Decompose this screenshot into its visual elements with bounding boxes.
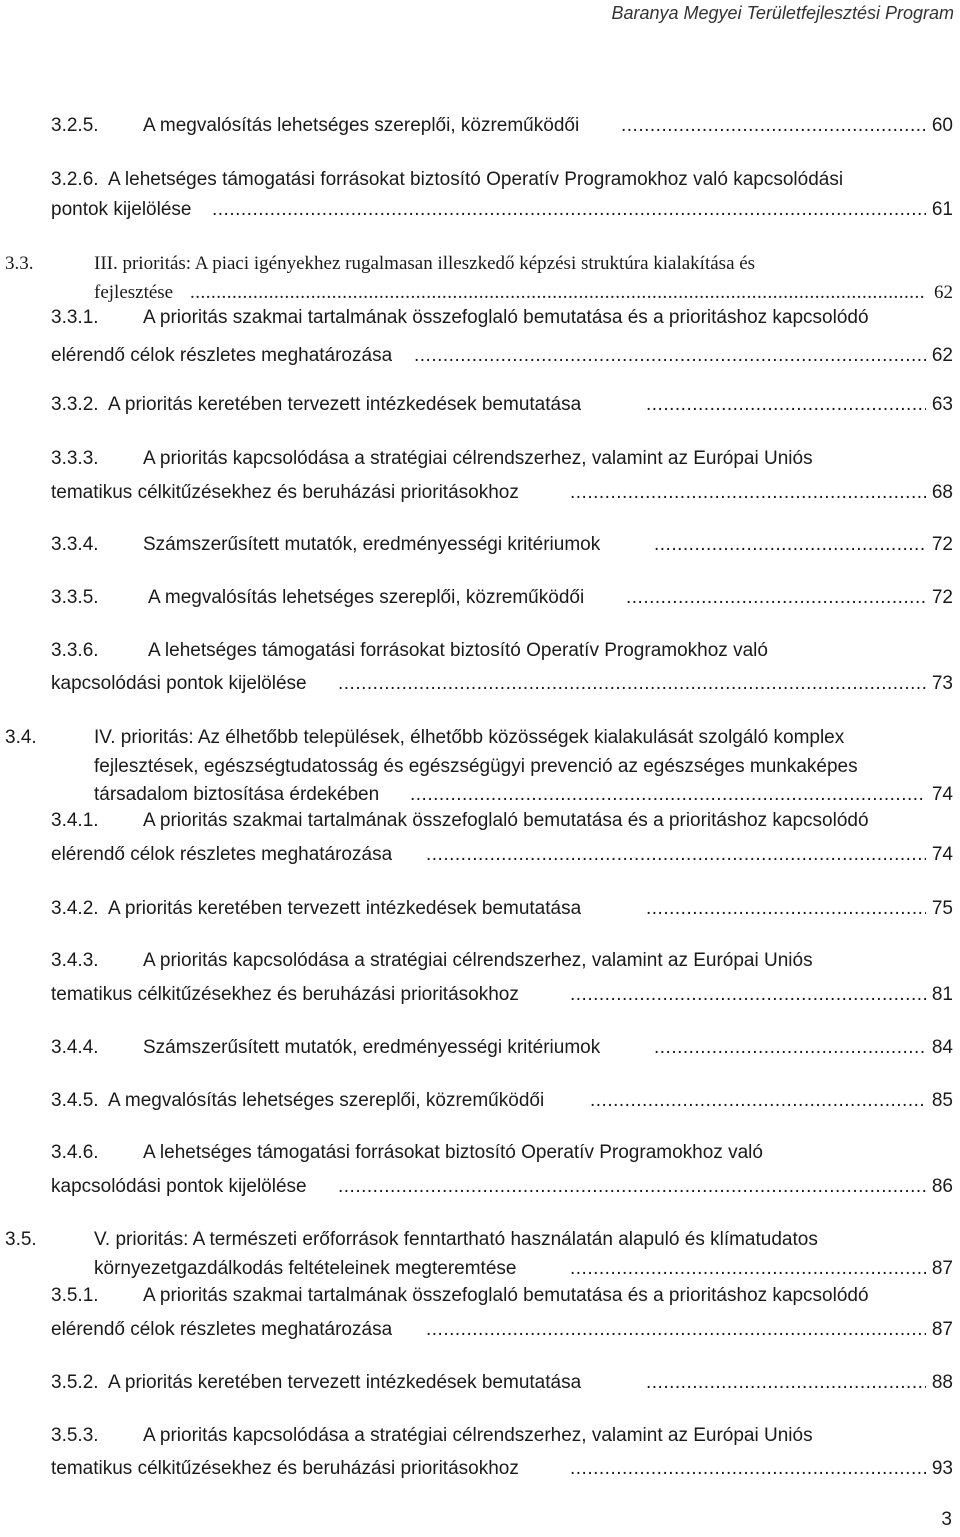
toc-entry-number: 3.4.5. bbox=[51, 1090, 99, 1111]
toc-leader-dots bbox=[426, 842, 926, 868]
toc-entry-number: 3.5.3. bbox=[51, 1425, 99, 1446]
toc-entry-page: 88 bbox=[931, 1372, 953, 1393]
toc-entry-page: 60 bbox=[931, 115, 953, 136]
toc-entry-number: 3.4.1. bbox=[51, 810, 99, 831]
toc-entry-page: 87 bbox=[931, 1319, 953, 1340]
toc-entry-number: 3.5.2. bbox=[51, 1372, 99, 1393]
toc-leader-dots bbox=[590, 1088, 926, 1114]
toc-entry-page: 85 bbox=[931, 1090, 953, 1111]
toc-entry[interactable] bbox=[0, 638, 960, 664]
toc-entry-title: V. prioritás: A természeti erőforrások fenntartható használatán alapuló és klímatudatos bbox=[94, 1229, 818, 1250]
toc-entry-title-cont: elérendő célok részletes meghatározása bbox=[51, 345, 393, 366]
toc-entry-page: 86 bbox=[931, 1176, 953, 1197]
toc-entry[interactable] bbox=[0, 948, 960, 974]
toc-leader-dots bbox=[570, 480, 926, 506]
toc-entry[interactable] bbox=[0, 585, 960, 611]
toc-entry-continuation[interactable] bbox=[0, 842, 960, 868]
toc-entry-title: A megvalósítás lehetséges szereplői, közreműködői bbox=[108, 1090, 545, 1111]
toc-entry[interactable] bbox=[0, 1227, 960, 1253]
toc-entry-title: A prioritás keretében tervezett intézkedések bemutatása bbox=[108, 394, 582, 415]
toc-entry-number: 3.3. bbox=[5, 253, 34, 274]
toc-entry-title-cont: tematikus célkitűzésekhez és beruházási prioritásokhoz bbox=[51, 984, 519, 1005]
toc-leader-dots bbox=[621, 113, 926, 139]
toc-leader-dots bbox=[410, 782, 926, 808]
toc-entry-title: III. prioritás: A piaci igényekhez rugalmasan illeszkedő képzési struktúra kialakítása és bbox=[94, 253, 756, 274]
toc-entry-continuation[interactable] bbox=[0, 1256, 960, 1282]
toc-entry[interactable] bbox=[0, 1283, 960, 1309]
toc-entry-continuation[interactable] bbox=[0, 1174, 960, 1200]
toc-entry-title: A megvalósítás lehetséges szereplői, közreműködői bbox=[148, 587, 585, 608]
toc-leader-dots bbox=[570, 1456, 926, 1482]
toc-entry-page: 73 bbox=[931, 673, 953, 694]
toc-entry-number: 3.5.1. bbox=[51, 1285, 99, 1306]
toc-entry-title: A prioritás kapcsolódása a stratégiai célrendszerhez, valamint az Európai Uniós bbox=[143, 1425, 813, 1446]
toc-entry[interactable] bbox=[0, 1088, 960, 1114]
toc-entry[interactable] bbox=[0, 305, 960, 331]
toc-entry-continuation[interactable] bbox=[0, 1317, 960, 1343]
toc-leader-dots bbox=[570, 1256, 926, 1282]
toc-leader-dots bbox=[570, 982, 926, 1008]
toc-entry-title-cont: környezetgazdálkodás feltételeinek megteremtése bbox=[94, 1258, 517, 1279]
toc-entry-title: A lehetséges támogatási forrásokat biztosító Operatív Programokhoz való bbox=[143, 1142, 763, 1163]
toc-entry-page: 93 bbox=[931, 1458, 953, 1479]
toc-entry-continuation[interactable] bbox=[0, 671, 960, 697]
toc-leader-dots bbox=[646, 896, 926, 922]
toc-entry-page: 61 bbox=[931, 199, 953, 220]
toc-entry-continuation[interactable] bbox=[0, 782, 960, 808]
toc-entry-title: A prioritás keretében tervezett intézkedések bemutatása bbox=[108, 898, 582, 919]
toc-entry-number: 3.4.3. bbox=[51, 950, 99, 971]
toc-entry-page: 72 bbox=[931, 587, 953, 608]
toc-entry-number: 3.3.3. bbox=[51, 448, 99, 469]
toc-entry-page: 72 bbox=[931, 534, 953, 555]
toc-leader-dots bbox=[626, 585, 926, 611]
toc-entry-title-cont: elérendő célok részletes meghatározása bbox=[51, 1319, 393, 1340]
toc-entry-continuation[interactable] bbox=[0, 754, 960, 780]
toc-leader-dots bbox=[654, 532, 926, 558]
toc-entry-page: 81 bbox=[931, 984, 953, 1005]
toc-entry-title-cont: társadalom biztosítása érdekében bbox=[94, 784, 380, 805]
toc-entry-page: 75 bbox=[931, 898, 953, 919]
toc-entry-page: 63 bbox=[931, 394, 953, 415]
toc-entry-continuation[interactable] bbox=[0, 1456, 960, 1482]
toc-entry-page: 62 bbox=[931, 345, 953, 366]
toc-entry[interactable] bbox=[0, 1370, 960, 1396]
toc-entry-continuation[interactable] bbox=[0, 982, 960, 1008]
toc-entry-page: 87 bbox=[931, 1258, 953, 1279]
toc-entry-title: A prioritás szakmai tartalmának összefoglaló bemutatása és a prioritáshoz kapcsolódó bbox=[143, 1285, 869, 1306]
toc-entry-number: 3.3.6. bbox=[51, 640, 99, 661]
toc-entry[interactable] bbox=[0, 808, 960, 834]
toc-entry-title-cont: kapcsolódási pontok kijelölése bbox=[51, 1176, 307, 1197]
toc-entry[interactable] bbox=[0, 532, 960, 558]
toc-leader-dots bbox=[426, 1317, 926, 1343]
toc-entry-continuation[interactable] bbox=[0, 197, 960, 223]
toc-entry-number: 3.2.6. bbox=[51, 169, 99, 190]
toc-entry[interactable] bbox=[0, 392, 960, 418]
toc-entry[interactable] bbox=[0, 896, 960, 922]
toc-entry[interactable] bbox=[0, 1140, 960, 1166]
toc-entry-number: 3.4.6. bbox=[51, 1142, 99, 1163]
toc-entry-title-cont: kapcsolódási pontok kijelölése bbox=[51, 673, 307, 694]
toc-entry-title: A prioritás szakmai tartalmának összefoglaló bemutatása és a prioritáshoz kapcsolódó bbox=[143, 307, 869, 328]
toc-entry-title-cont: fejlesztések, egészségtudatosság és egészségügyi prevenció az egészséges munkaképes bbox=[94, 756, 858, 777]
toc-entry-number: 3.3.2. bbox=[51, 394, 99, 415]
toc-entry-page: 84 bbox=[931, 1037, 953, 1058]
toc-entry-title-cont: fejlesztése bbox=[94, 282, 174, 303]
toc-entry-title: IV. prioritás: Az élhetőbb települések, élhetőbb közösségek kialakulását szolgáló komplex bbox=[94, 727, 845, 748]
toc-entry-title: A prioritás kapcsolódása a stratégiai célrendszerhez, valamint az Európai Uniós bbox=[143, 950, 813, 971]
toc-entry[interactable] bbox=[0, 446, 960, 472]
running-header: Baranya Megyei Területfejlesztési Program bbox=[611, 3, 954, 23]
toc-entry-page: 74 bbox=[931, 784, 953, 805]
page-number: 3 bbox=[941, 1509, 952, 1530]
toc-entry-title-cont: pontok kijelölése bbox=[51, 199, 192, 220]
toc-entry-title: Számszerűsített mutatók, eredményességi kritériumok bbox=[143, 534, 601, 555]
toc-leader-dots bbox=[190, 280, 926, 306]
toc-entry-number: 3.4. bbox=[5, 727, 37, 748]
toc-entry-number: 3.4.4. bbox=[51, 1037, 99, 1058]
toc-entry-page: 74 bbox=[931, 844, 953, 865]
toc-entry-number: 3.3.5. bbox=[51, 587, 99, 608]
toc-entry-number: 3.3.4. bbox=[51, 534, 99, 555]
toc-leader-dots bbox=[654, 1035, 926, 1061]
toc-entry[interactable] bbox=[0, 1423, 960, 1449]
toc-entry-number: 3.3.1. bbox=[51, 307, 99, 328]
toc-leader-dots bbox=[338, 1174, 926, 1200]
toc-entry-number: 3.5. bbox=[5, 1229, 37, 1250]
toc-entry-continuation[interactable] bbox=[0, 480, 960, 506]
toc-entry-number: 3.4.2. bbox=[51, 898, 99, 919]
toc-entry-title-cont: tematikus célkitűzésekhez és beruházási prioritásokhoz bbox=[51, 482, 519, 503]
toc-entry-title: A prioritás kapcsolódása a stratégiai célrendszerhez, valamint az Európai Uniós bbox=[143, 448, 813, 469]
toc-leader-dots bbox=[414, 343, 926, 369]
toc-entry-number: 3.2.5. bbox=[51, 115, 99, 136]
toc-leader-dots bbox=[646, 392, 926, 418]
toc-leader-dots bbox=[646, 1370, 926, 1396]
toc-leader-dots bbox=[212, 197, 926, 223]
toc-entry[interactable] bbox=[0, 167, 960, 193]
toc-entry[interactable] bbox=[0, 1035, 960, 1061]
toc-entry-page: 62 bbox=[934, 282, 953, 303]
toc-entry[interactable] bbox=[0, 113, 960, 139]
toc-entry[interactable] bbox=[0, 725, 960, 751]
toc-entry-title-cont: elérendő célok részletes meghatározása bbox=[51, 844, 393, 865]
toc-entry-title: A prioritás keretében tervezett intézkedések bemutatása bbox=[108, 1372, 582, 1393]
toc-entry-title-cont: tematikus célkitűzésekhez és beruházási prioritásokhoz bbox=[51, 1458, 519, 1479]
toc-leader-dots bbox=[338, 671, 926, 697]
toc-entry-continuation[interactable] bbox=[0, 280, 960, 306]
toc-entry-title: A prioritás szakmai tartalmának összefoglaló bemutatása és a prioritáshoz kapcsolódó bbox=[143, 810, 869, 831]
toc-entry-page: 68 bbox=[931, 482, 953, 503]
toc-entry-title: Számszerűsített mutatók, eredményességi kritériumok bbox=[143, 1037, 601, 1058]
toc-entry[interactable] bbox=[0, 251, 960, 277]
toc-entry-title: A megvalósítás lehetséges szereplői, közreműködői bbox=[143, 115, 580, 136]
toc-entry-title: A lehetséges támogatási forrásokat biztosító Operatív Programokhoz való bbox=[148, 640, 768, 661]
toc-entry-continuation[interactable] bbox=[0, 343, 960, 369]
toc-entry-title: A lehetséges támogatási forrásokat biztosító Operatív Programokhoz való kapcsolódási bbox=[108, 169, 844, 190]
